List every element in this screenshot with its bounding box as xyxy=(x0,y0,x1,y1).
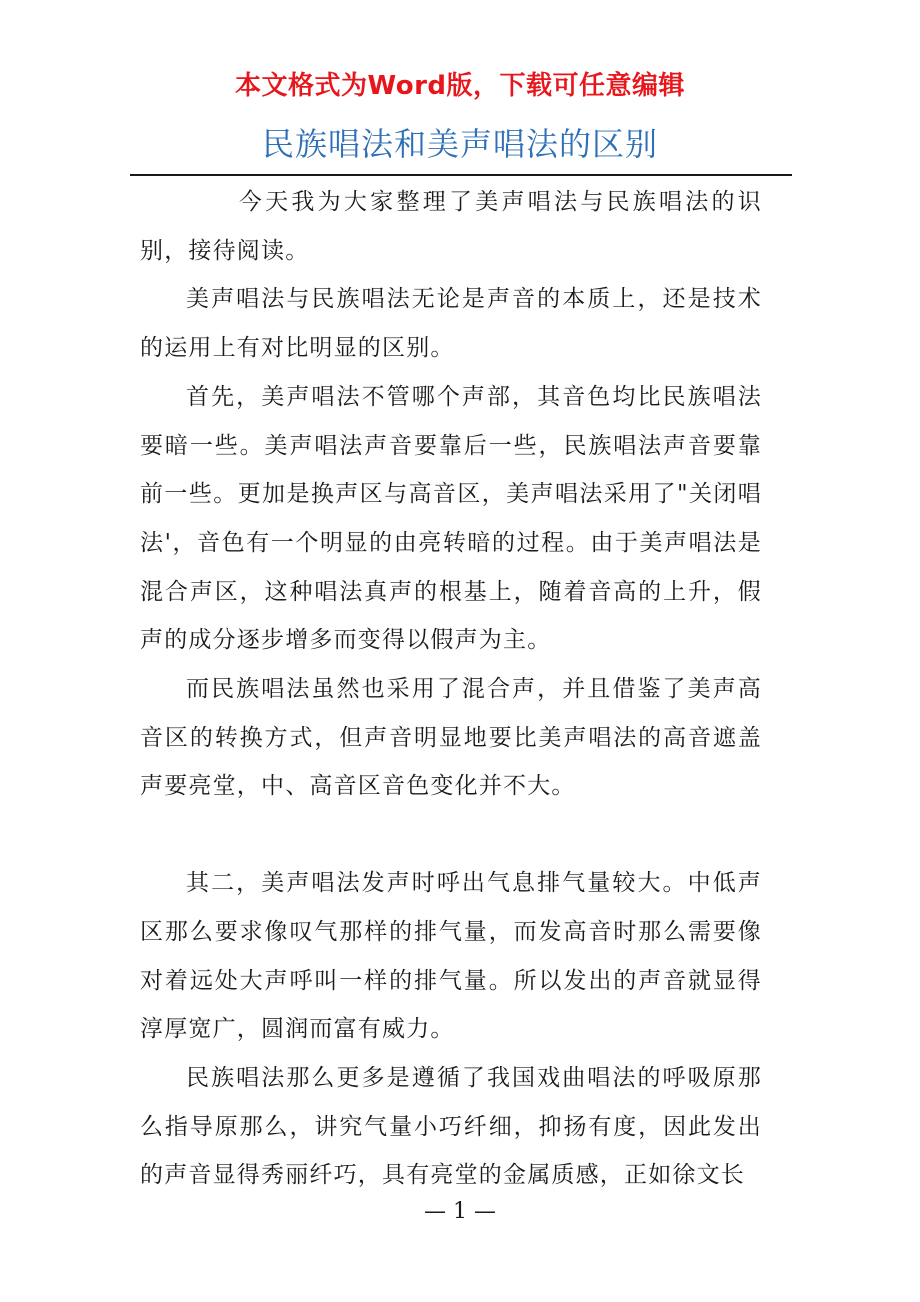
document-body xyxy=(140,178,762,1200)
paragraph: 民族唱法那么更多是遵循了我国戏曲唱法的呼吸原那么指导原那么，讲究气量小巧纤细，抑扬有度，因此发出的声音显得秀丽纤巧，具有亮堂的金属质感，正如徐文长 xyxy=(140,1064,762,1189)
format-notice-banner: 本文格式为Word版，下载可任意编辑 xyxy=(234,71,686,101)
paragraph: 其二，美声唱法发声时呼出气息排气量较大。中低声区那么要求像叹气那样的排气量，而发高音时那么需要像对着远处大声呼叫一样的排气量。所以发出的声音就显得淳厚宽广，圆润而富有威力。 xyxy=(140,870,762,1043)
paragraph-intro: 今天我为大家整理了美声唱法与民族唱法的识别，接待阅读。 xyxy=(140,189,762,264)
paragraph: 美声唱法与民族唱法无论是声音的本质上，还是技术的运用上有对比明显的区别。 xyxy=(140,286,762,362)
paragraph: 而民族唱法虽然也采用了混合声，并且借鉴了美声高音区的转换方式，但声音明显地要比美声唱法的高音遮盖声要亮堂，中、高音区音色变化并不大。 xyxy=(140,676,762,800)
title-divider xyxy=(130,174,792,176)
page-number: — 1 — xyxy=(424,1199,496,1224)
document-title: 民族唱法和美声唱法的区别 xyxy=(261,125,658,163)
paragraph: 首先，美声唱法不管哪个声部，其音色均比民族唱法要暗一些。美声唱法声音要靠后一些，民族唱法声音要靠前一些。更加是换声区与高音区，美声唱法采用了"关闭唱法'，音色有一个明显的由亮转暗的过程。由于美声唱法是混合声区，这种唱法真声的根基上，随着音高的上升，假声的成分逐步增多而变得以假声为主。 xyxy=(140,383,762,654)
